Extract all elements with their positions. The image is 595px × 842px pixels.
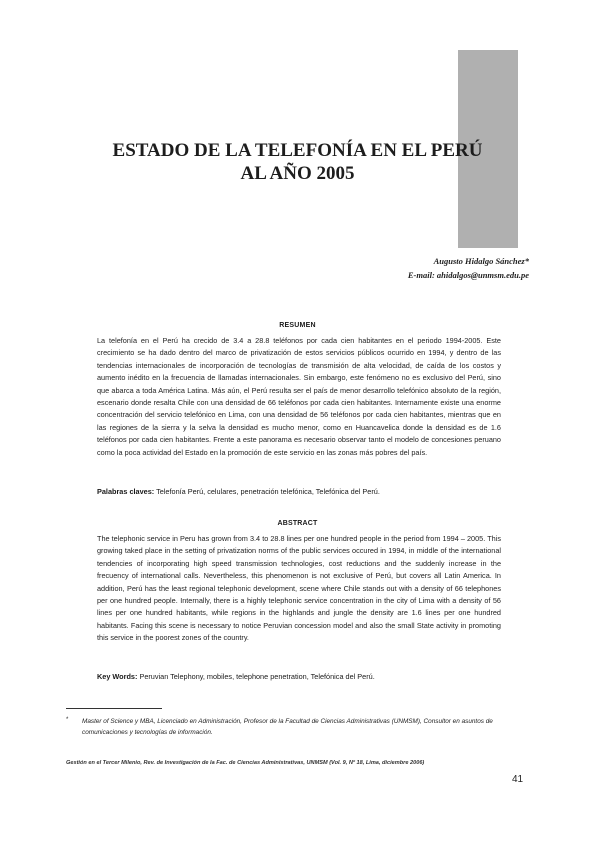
author-name: Augusto Hidalgo Sánchez*	[433, 256, 529, 266]
resumen-body	[97, 335, 501, 459]
resumen-keywords-label: Palabras claves:	[97, 487, 155, 496]
resumen-keywords-text: Telefonía Perú, celulares, penetración telefónica, Telefónica del Perú.	[154, 487, 380, 496]
page-number: 41	[512, 774, 524, 785]
abstract-keywords	[97, 671, 501, 683]
title-line-1: ESTADO DE LA TELEFONÍA EN EL PERÚ	[112, 140, 483, 161]
footnote-mark: *	[66, 717, 69, 723]
journal-reference: Gestión en el Tercer Milenio, Rev. de Investigación de la Fac. de Ciencias Administrativas, UNMSM (Vol. 9, Nº 18, Lima, diciembre 2006)	[66, 760, 425, 766]
abstract-keywords-label: Key Words:	[97, 672, 138, 681]
footnote-divider	[66, 708, 162, 709]
resumen-text: La telefonía en el Perú ha crecido de 3.4 a 28.8 teléfonos por cada cien habitantes en el periodo 1994-2005. Este crecimiento se ha dado dentro del marco de privatización de estos servicios públicos ocurrido en 1994, y dentro de las tendencias internacionales de incorporación de tecnologías de transmisión de alta velocidad, de caída de los costos y aumento inédito en la frecuencia de llamadas internacionales. Sin embargo, este fenómeno no es exclusivo del Perú, sino que abarca a toda América Latina. Más aún, el Perú resulta ser el país de menor desarrollo telefónico absoluto de la región, escenario donde resalta Chile con una densidad de 66 teléfonos por cada cien habitantes. Internamente existe una enorme concentración del servicio telefónico en Lima, con una densidad de 56 teléfonos por cada cien habitantes, mientras que en las regiones de la sierra y la selva la densidad es mucho menor, como en Huancavelica donde la densidad es de 1.6 teléfonos por cada cien habitantes. Frente a este panorama es necesario observar tanto el modelo de concesiones peruano como la poca actividad del Estado en la promoción de este servicio en las zonas más pobres del país.	[97, 336, 501, 457]
resumen-keywords	[97, 486, 501, 498]
abstract-heading: ABSTRACT	[277, 520, 318, 527]
abstract-body	[97, 533, 501, 645]
abstract-keywords-text: Peruvian Telephony, mobiles, telephone penetration, Telefónica del Perú.	[137, 672, 375, 681]
abstract-text: The telephonic service in Peru has grown from 3.4 to 28.8 lines per one hundred people in the period from 1994 – 2005. This growing taked place in the setting of privatization norms of the public services occured in 1994, in middle of the international tendencies of incorporating high speed transmission technologies, cost reductions and the suddenly increase in the frecuency of international calls. Nevertheless, this phenomenon is not exclusive of Perú, but covers all Latin America. In addition, Perú has the least regional telephonic development, scene where Chile stands out with a density of 66 telephones per one hundred people. Internally, there is a highly telephonic service concentration in the city of Lima with a density of 56 lines per one hundred habitants, while regions in the highlands and jungle the density are 1.6 lines per one hundred habitants. Facing this scene is necessary to notice Peruvian concession model and also the small State activity in promoting this service in the poorest zones of the country.	[97, 534, 501, 643]
author-email: E-mail: ahidalgos@unmsm.edu.pe	[407, 270, 529, 280]
article-title	[0, 139, 595, 185]
resumen-heading: RESUMEN	[279, 322, 316, 329]
author-block	[408, 254, 529, 282]
footnote-text: Master of Science y MBA, Licenciado en Administración, Profesor de la Facultad de Ciencias Administrativas (UNMSM), Consultor en asuntos de comunicaciones y tecnologías de información.	[82, 718, 493, 736]
title-line-2: AL AÑO 2005	[240, 163, 355, 184]
